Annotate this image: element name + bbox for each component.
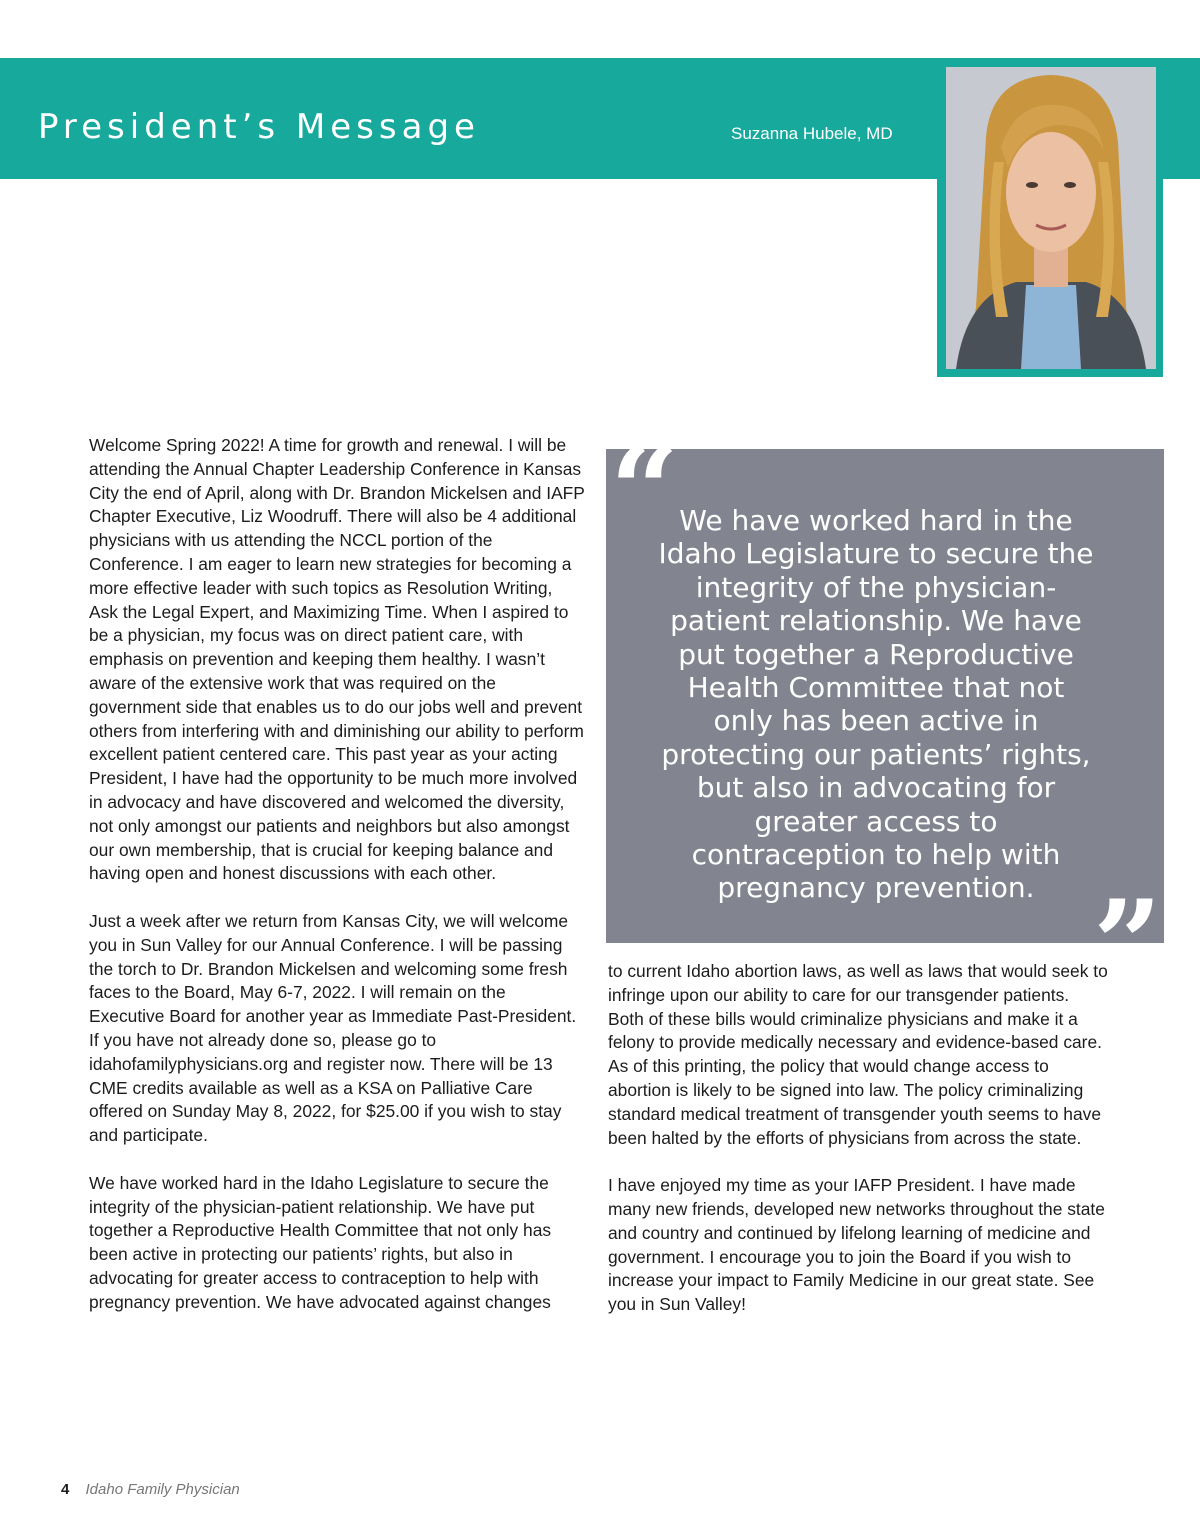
page-footer [61, 1482, 240, 1497]
page-title: President’s Message [38, 107, 480, 147]
article-paragraph: to current Idaho abortion laws, as well as laws that would seek to infringe upon our ability to care for our transgender patients. Both of these bills would criminalize physicians and make it a felony to provide medically necessary and evidence-based care. As of this printing, the policy that would change access to abortion is likely to be signed into law. The policy criminalizing standard medical treatment of transgender youth seems to have been halted by the efforts of physicians from across the state. [608, 961, 1108, 1148]
article-column-left [89, 434, 585, 1338]
article-paragraph: We have worked hard in the Idaho Legislature to secure the integrity of the physician-patient relationship. We have put together a Reproductive Health Committee that not only has been active in protecting our patients’ rights, but also in advocating for greater access to contraception to help with pregnancy prevention. We have advocated against changes [89, 1172, 552, 1312]
article-column-right [608, 960, 1108, 1341]
pull-quote-text: We have worked hard in the Idaho Legislature to secure the integrity of the physician-patient relationship. We have put together a Reproductive Health Committee that not only has been active in protecting our patients’ rights, but also in advocating for greater access to contraception to help with pregnancy prevention. [658, 504, 1094, 905]
article-paragraph: I have enjoyed my time as your IAFP President. I have made many new friends, developed new networks throughout the state and country and continued by lifelong learning of medicine and government. I encourage you to join the Board if you wish to increase your impact to Family Medicine in our great state. See you in Sun Valley! [608, 1175, 1105, 1315]
page-number: 4 [61, 1481, 70, 1498]
author-photo [946, 67, 1156, 369]
open-quote-icon: “ [610, 420, 680, 561]
publication-name: Idaho Family Physician [85, 1481, 240, 1498]
article-paragraph: Welcome Spring 2022! A time for growth and renewal. I will be attending the Annual Chapter Leadership Conference in Kansas City the end of April, along with Dr. Brandon Mickelsen and IAFP Chapter Executive, Liz Woodruff. There will also be 4 additional physicians with us attending the NCCL portion of the Conference. I am eager to learn new strategies for becoming a more effective leader with such topics as Resolution Writing, Ask the Legal Expert, and Maximizing Time. When I aspired to be a physician, my focus was on direct patient care, with emphasis on prevention and keeping them healthy. I wasn’t aware of the extensive work that was required on the government side that enables us to do our jobs well and prevent others from interfering with and diminishing our ability to perform excellent patient centered care. This past year as your acting President, I have had the opportunity to be much more involved in advocacy and have discovered and welcomed the diversity, not only amongst our patients and neighbors but also amongst our own membership, that is crucial for keeping balance and having open and honest discussions with each other. [89, 435, 585, 884]
portrait-illustration [946, 67, 1156, 369]
article-paragraph: Just a week after we return from Kansas City, we will welcome you in Sun Valley for our Annual Conference. I will be passing the torch to Dr. Brandon Mickelsen and welcoming some fresh faces to the Board, May 6-7, 2022. I will remain on the Executive Board for another year as Immediate Past-President. If you have not already done so, please go to idahofamilyphysicians.org and register now. There will be 13 CME credits available as well as a KSA on Palliative Care offered on Sunday May 8, 2022, for $25.00 if you wish to stay and participate. [89, 910, 577, 1146]
close-quote-icon: ” [1092, 874, 1162, 1015]
author-name: Suzanna Hubele, MD [731, 124, 893, 143]
pull-quote [606, 420, 1164, 1015]
